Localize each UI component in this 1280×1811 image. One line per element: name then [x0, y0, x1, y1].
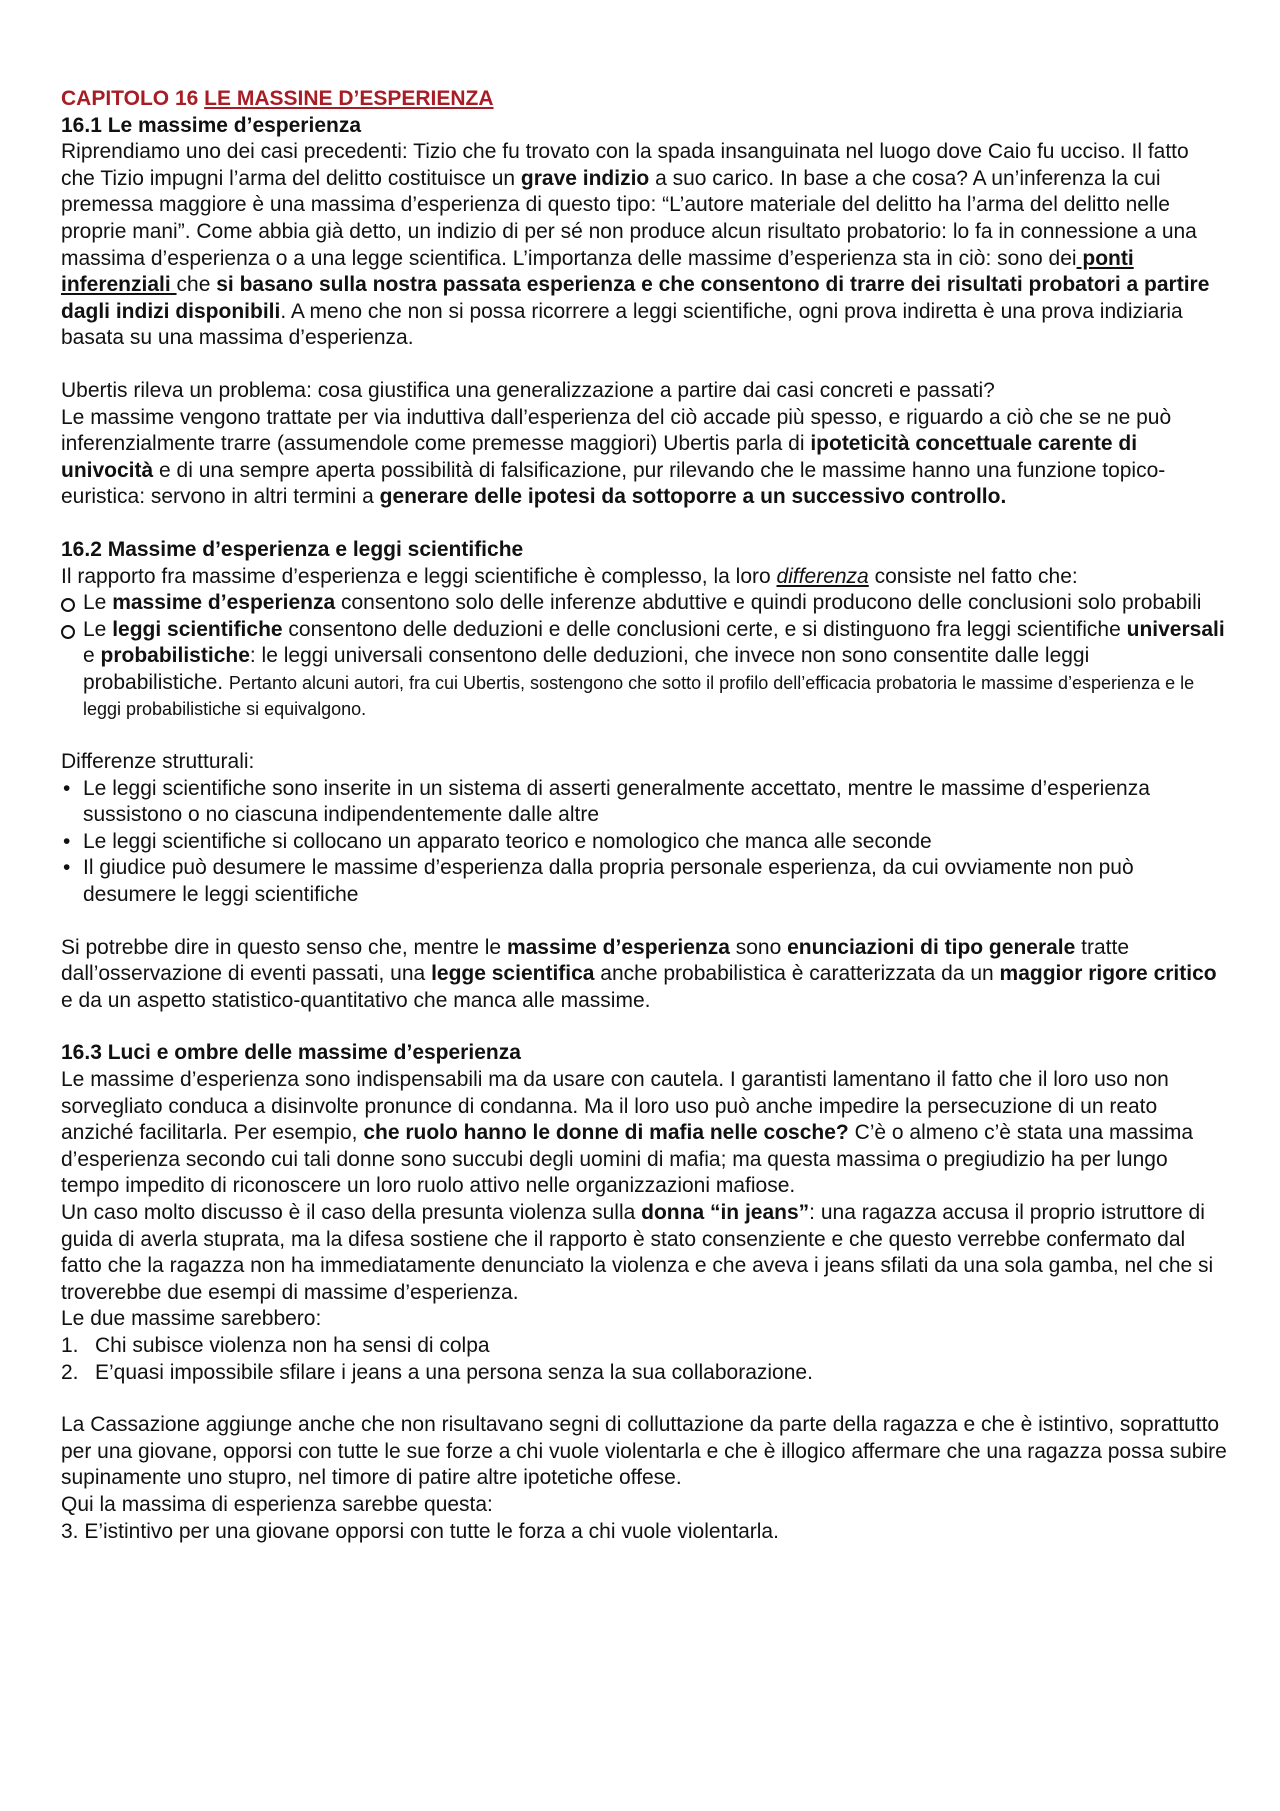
- paragraph: Si potrebbe dire in questo senso che, mentre le massime d’esperienza sono enunciazioni di tipo generale tratte dall’osservazione di eventi passati, una legge scientifica anche probabilistica è caratterizzata da un maggior rigore critico e da un aspetto statistico-quantitativo che manca alle massime.: [61, 935, 1217, 1012]
- paragraph: Le due massime sarebbero:: [61, 1307, 322, 1331]
- chapter-title: CAPITOLO 16 LE MASSINE D’ESPERIENZA: [61, 87, 494, 110]
- list-item: • Le leggi scientifiche sono inserite in un sistema di asserti generalmente accettato, mentre le massime d’esperienza sussistono o no ciascuna indipendentemente dalle altre: [63, 776, 1150, 827]
- list-item: • Le leggi scientifiche si collocano un apparato teorico e nomologico che manca alle seconde: [61, 829, 1227, 856]
- circle-list: [61, 590, 1227, 723]
- section-heading-16-2: 16.2 Massime d’esperienza e leggi scientifiche: [61, 537, 524, 561]
- paragraph: Differenze strutturali:: [61, 750, 255, 774]
- paragraph: Il rapporto fra massime d’esperienza e leggi scientifiche è complesso, la loro differenza consiste nel fatto che:: [61, 564, 1078, 588]
- list-item: 1. Chi subisce violenza non ha sensi di colpa: [61, 1333, 490, 1357]
- numbered-list: [61, 1333, 1227, 1386]
- paragraph: Qui la massima di esperienza sarebbe questa:: [61, 1492, 493, 1516]
- paragraph: Le massime vengono trattate per via induttiva dall’esperienza del ciò accade più spesso, e riguardo a ciò che se ne può inferenzialmente trarre (assumendole come premesse maggiori) Ubertis parla di ipoteticità concettuale carente di univocità e di una sempre aperta possibilità di falsificazione, pur rilevando che le massime hanno una funzione topico-euristica: servono in altri termini a generare delle ipotesi da sottoporre a un successivo controllo.: [61, 405, 1172, 509]
- circle-bullet-icon: [61, 625, 75, 639]
- list-item: • Il giudice può desumere le massime d’esperienza dalla propria personale esperienza, da cui ovviamente non può desumere le leggi scientifiche: [63, 856, 1134, 907]
- bullet-icon: •: [63, 856, 71, 880]
- paragraph: Un caso molto discusso è il caso della presunta violenza sulla donna “in jeans”: una ragazza accusa il proprio istruttore di guida di averla stuprata, ma la difesa sostiene che il rapporto è stato consenziente e che questo verrebbe confermato dal fatto che la ragazza non ha immediatamente denunciato la violenza e che aveva i jeans sfilati da una sola gamba, nel che si troverebbe due esempi di massime d’esperienza.: [61, 1200, 1214, 1304]
- chapter-title-text: LE MASSINE D’ESPERIENZA: [204, 87, 494, 110]
- paragraph: Ubertis rileva un problema: cosa giustifica una generalizzazione a partire dai casi concreti e passati?: [61, 378, 995, 402]
- list-item: Le leggi scientifiche consentono delle deduzioni e delle conclusioni certe, e si distinguono fra leggi scientifiche universali e probabilistiche: le leggi universali consentono delle deduzioni, che invece non sono consentite dalle leggi probabilistiche. Pertanto alcuni autori, fra cui Ubertis, sostengono che sotto il profilo dell’efficacia probatoria le massime d’esperienza e le leggi probabilistiche si equivalgono.: [61, 617, 1227, 723]
- paragraph: Riprendiamo uno dei casi precedenti: Tizio che fu trovato con la spada insanguinata nel luogo dove Caio fu ucciso. Il fatto che Tizio impugni l’arma del delitto costituisce un grave indizio a suo carico. In base a che cosa? A un’inferenza la cui premessa maggiore è una massima d’esperienza di questo tipo: “L’autore materiale del delitto ha l’arma del delitto nelle proprie mani”. Come abbia già detto, un indizio di per sé non produce alcun risultato probatorio: lo fa in connessione a una massima d’esperienza o a una legge scientifica. L’importanza delle massime d’esperienza sta in ciò: sono dei ponti inferenziali che si basano sulla nostra passata esperienza e che consentono di trarre dei risultati probatori a partire dagli indizi disponibili. A meno che non si possa ricorrere a leggi scientifiche, ogni prova indiretta è una prova indiziaria basata su una massima d’esperienza.: [61, 140, 1210, 350]
- list-item: 2. E’quasi impossibile sfilare i jeans a una persona senza la sua collaborazione.: [61, 1360, 813, 1384]
- paragraph: Le massime d’esperienza sono indispensabili ma da usare con cautela. I garantisti lamentano il fatto che il loro uso non sorvegliato conduca a disinvolte pronunce di condanna. Ma il loro uso può anche impedire la persecuzione di un reato anziché facilitarla. Per esempio, che ruolo hanno le donne di mafia nelle cosche? C’è o almeno c’è stata una massima d’esperienza secondo cui tali donne sono succubi degli uomini di mafia; ma questa massima o pregiudizio ha per lungo tempo impedito di riconoscere un loro ruolo attivo nelle organizzazioni mafiose.: [61, 1068, 1194, 1198]
- paragraph: La Cassazione aggiunge anche che non risultavano segni di colluttazione da parte della ragazza e che è istintivo, soprattutto per una giovane, opporsi con tutte le sue forze a chi vuole violentarla e che è illogico affermare che una ragazza possa subire supinamente uno stupro, nel timore di patire altre ipotetiche offese.: [61, 1413, 1227, 1490]
- document-page: [61, 86, 1227, 1545]
- bullet-icon: •: [63, 776, 71, 800]
- section-heading-16-1: 16.1 Le massime d’esperienza: [61, 113, 361, 137]
- paragraph: 3. E’istintivo per una giovane opporsi con tutte le forza a chi vuole violentarla.: [61, 1519, 779, 1543]
- list-item: Le massime d’esperienza consentono solo delle inferenze abduttive e quindi producono delle conclusioni solo probabili: [61, 590, 1227, 617]
- bullet-icon: •: [63, 829, 71, 853]
- section-heading-16-3: 16.3 Luci e ombre delle massime d’esperienza: [61, 1041, 521, 1065]
- circle-bullet-icon: [61, 598, 75, 612]
- bullet-list: [61, 776, 1227, 909]
